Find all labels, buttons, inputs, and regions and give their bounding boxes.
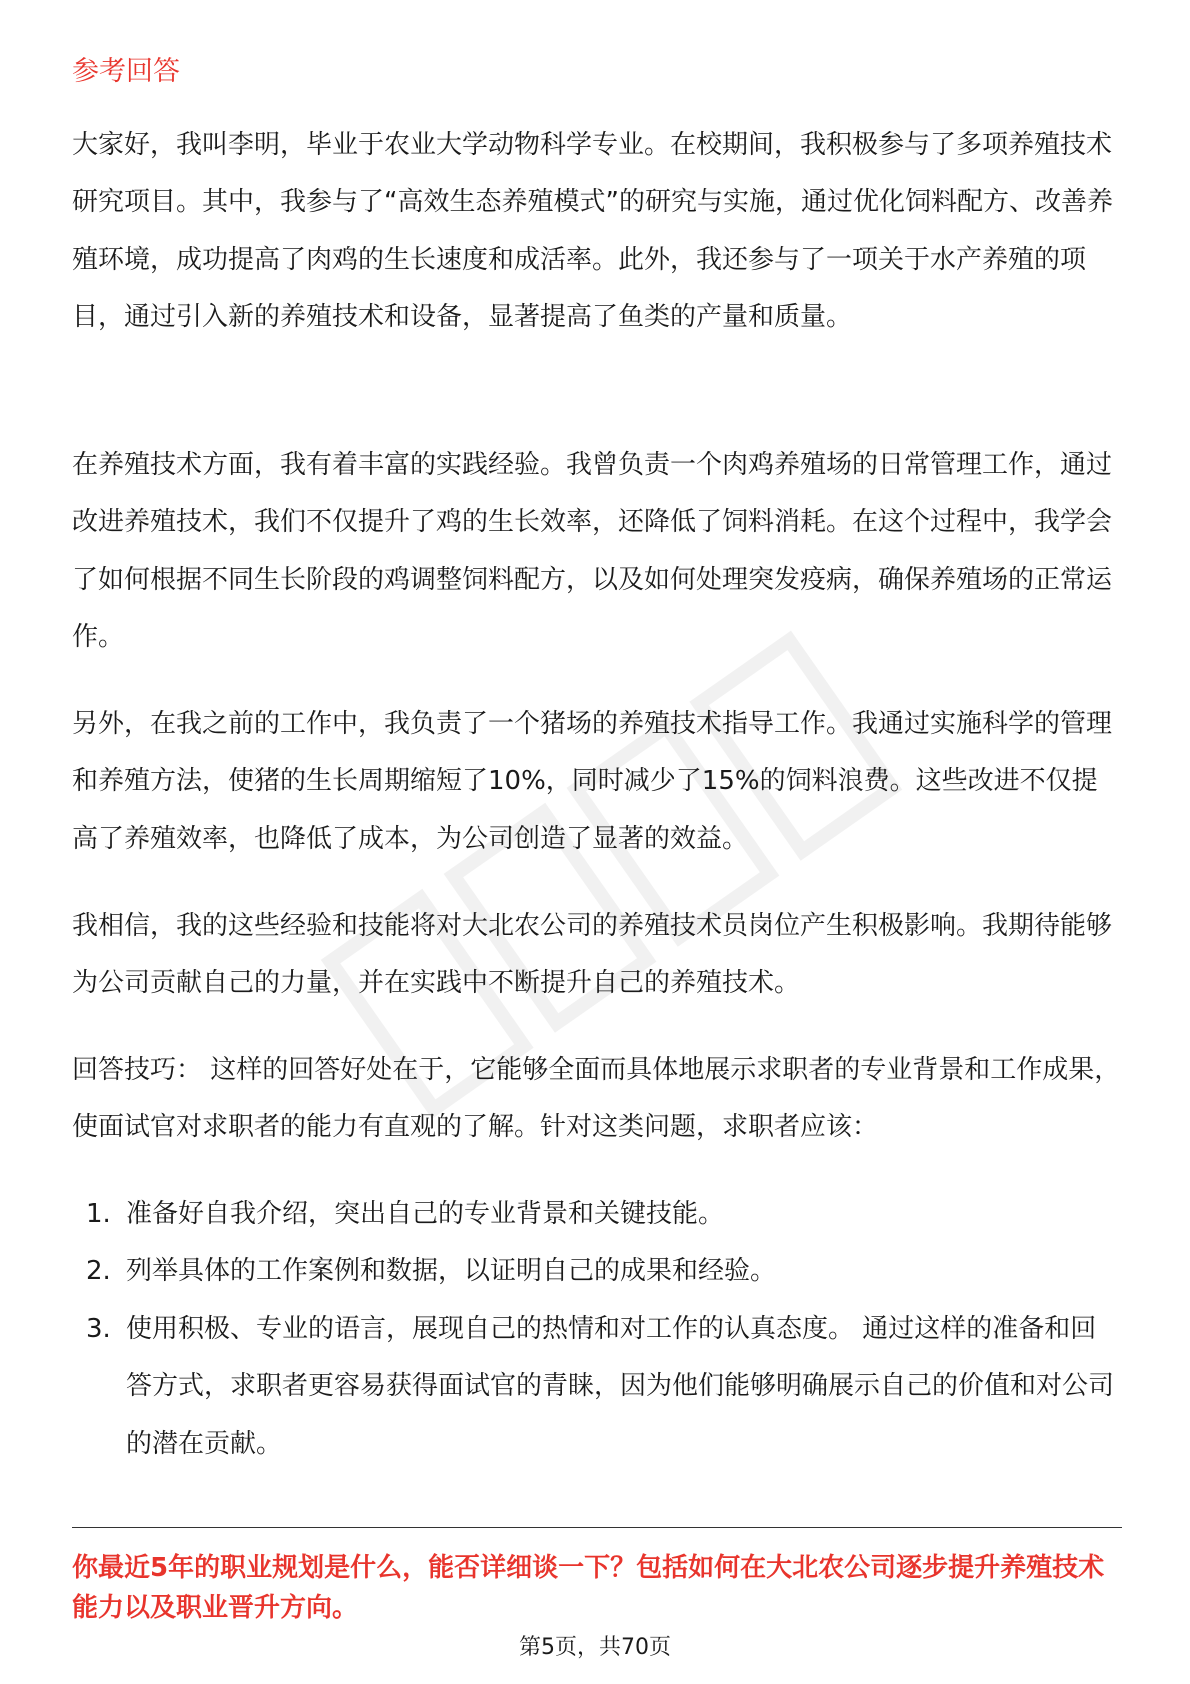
- list-item-number: 1.: [86, 1199, 111, 1229]
- answer-tips-paragraph: 回答技巧： 这样的回答好处在于，它能够全面而具体地展示求职者的专业背景和工作成果，使面试官对求职者的能力有直观的了解。针对这类问题，求职者应该：: [72, 1055, 1121, 1143]
- page-number: 第5页，共70页: [519, 1635, 671, 1660]
- list-item: [72, 1243, 1122, 1300]
- answer-paragraph-2: 在养殖技术方面，我有着丰富的实践经验。我曾负责一个肉鸡养殖场的日常管理工作，通过改进养殖技术，我们不仅提升了鸡的生长效率，还降低了饲料消耗。在这个过程中，我学会了如何根据不同生长阶段的鸡调整饲料配方，以及如何处理突发疫病，确保养殖场的正常运作。: [72, 450, 1113, 653]
- answer-paragraph-4: 我相信，我的这些经验和技能将对大北农公司的养殖技术员岗位产生积极影响。我期待能够为公司贡献自己的力量，并在实践中不断提升自己的养殖技术。: [72, 911, 1113, 999]
- answer-paragraph-3: 另外，在我之前的工作中，我负责了一个猪场的养殖技术指导工作。我通过实施科学的管理和养殖方法，使猪的生长周期缩短了10%，同时减少了15%的饲料浪费。这些改进不仅提高了养殖效率，也降低了成本，为公司创造了显著的效益。: [72, 709, 1113, 854]
- list-item-number: 2.: [86, 1256, 111, 1287]
- answer-paragraph-1: 大家好，我叫李明，毕业于农业大学动物科学专业。在校期间，我积极参与了多项养殖技术研究项目。其中，我参与了“高效生态养殖模式”的研究与实施，通过优化饲料配方、改善养殖环境，成功提高了肉鸡的生长速度和成活率。此外，我还参与了一项关于水产养殖的项目，通过引入新的养殖技术和设备，显著提高了鱼类的产量和质量。: [72, 130, 1113, 333]
- list-item-number: 3.: [86, 1313, 111, 1344]
- list-item-text: 列举具体的工作案例和数据，以证明自己的成果和经验。: [126, 1256, 777, 1287]
- list-item-text: 使用积极、专业的语言，展现自己的热情和对工作的认真态度。 通过这样的准备和回答方式，求职者更容易获得面试官的青睐，因为他们能够明确展示自己的价值和对公司的潜在贡献。: [126, 1313, 1115, 1459]
- list-item-text: 准备好自我介绍，突出自己的专业背景和关键技能。: [126, 1199, 725, 1229]
- next-question-heading: 你最近5年的职业规划是什么，能否详细谈一下？包括如何在大北农公司逐步提升养殖技术能力以及职业晋升方向。: [72, 1553, 1105, 1623]
- section-divider: [72, 1527, 1122, 1528]
- section-title: 参考回答: [72, 56, 180, 87]
- tips-list: [72, 1186, 1122, 1473]
- list-item: [72, 1186, 1122, 1243]
- list-item: [72, 1301, 1122, 1473]
